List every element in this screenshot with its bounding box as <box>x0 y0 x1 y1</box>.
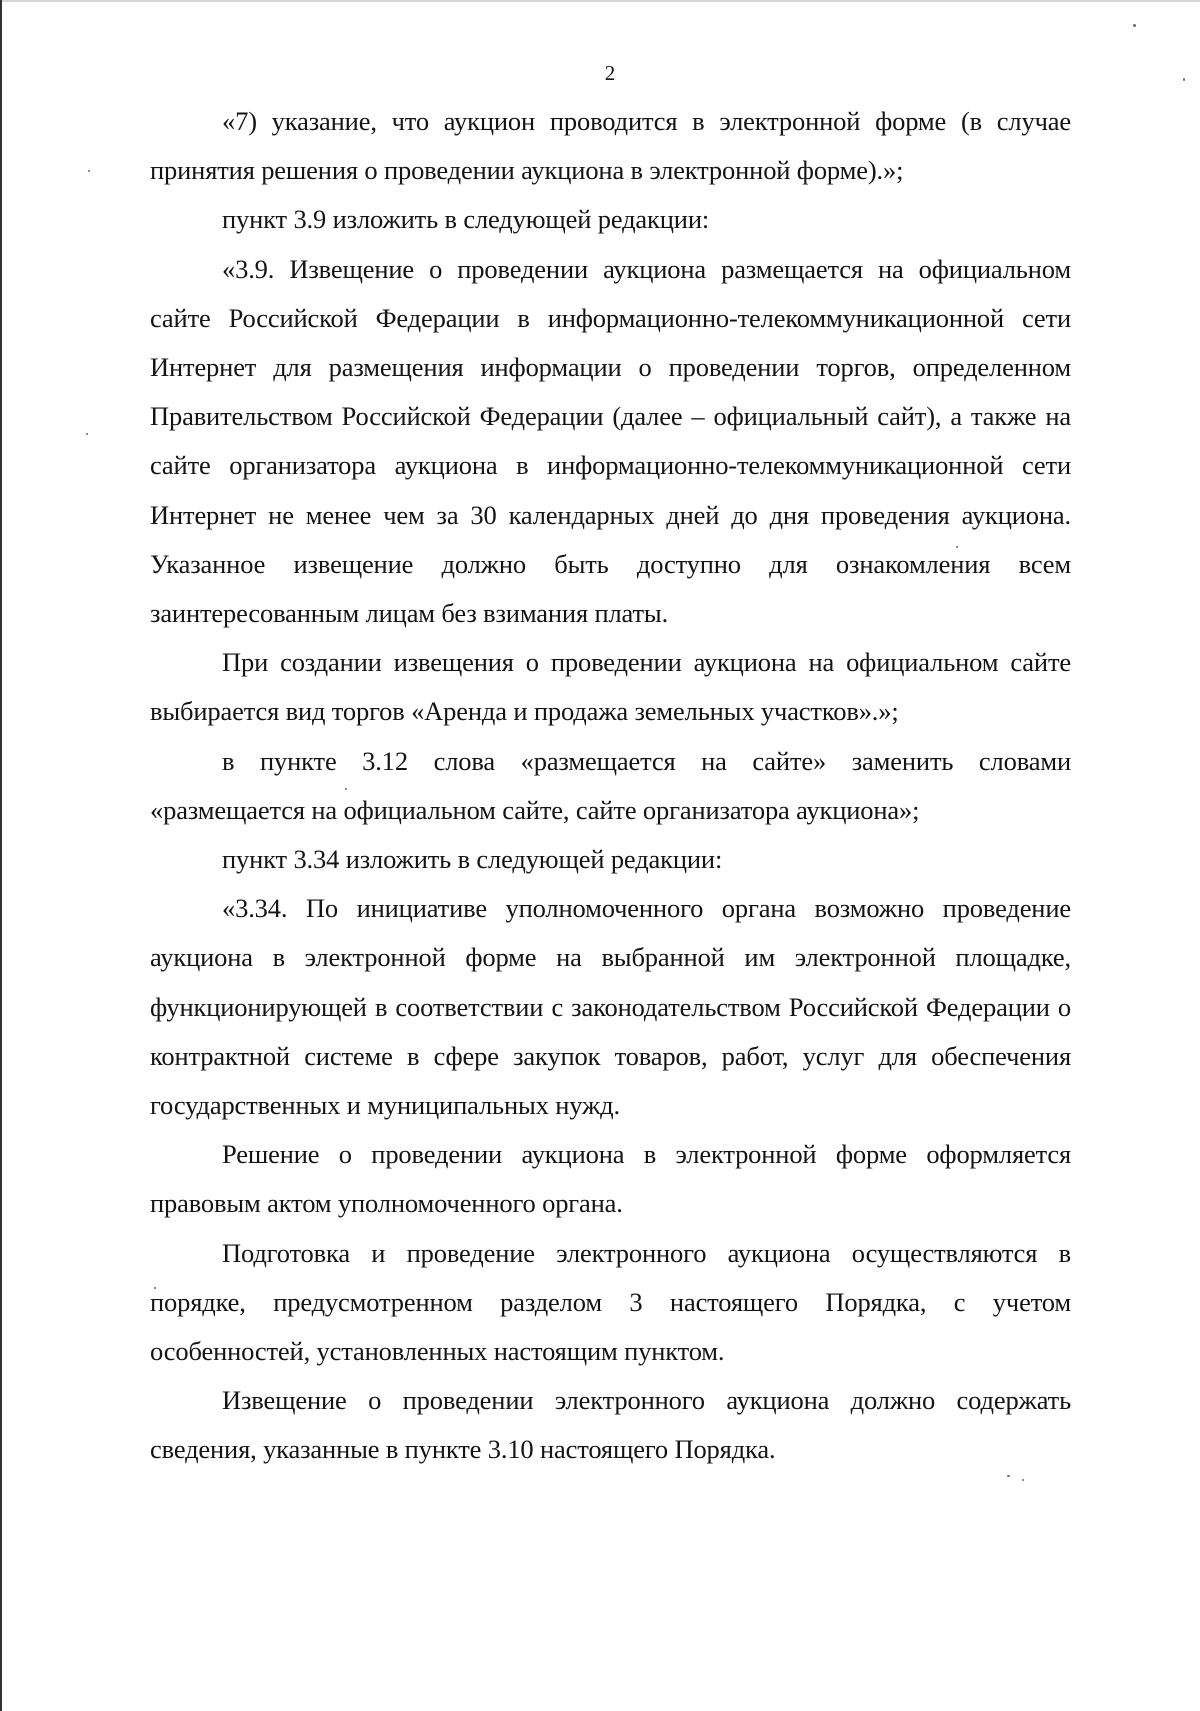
paragraph-procedure: Подготовка и проведение электронного аукциона осуществляются в порядке, предусмотренном разделом 3 настоящего Порядка, с учетом особенностей, установленных настоящим пунктом. <box>150 1237 1071 1367</box>
scan-speck <box>1022 1479 1024 1481</box>
page-number: 2 <box>604 61 616 85</box>
paragraph-clause-3-9: «3.9. Извещение о проведении аукциона размещается на официальном сайте Российской Федерации в информационно-телекоммуникационной сети Интернет для размещения информации о проведении торгов, определенном Правительством Российской Федерации (далее – официальный сайт), а также на сайте организатора аукциона в информационно-телекоммуникационной сети Интернет не менее чем за 30 календарных дней до дня проведения аукциона. Указанное извещение должно быть доступно для ознакомления всем заинтересованным лицам без взимания платы. <box>150 253 1071 629</box>
paragraph-notice-content: Извещение о проведении электронного аукциона должно содержать сведения, указанные в пункте 3.10 настоящего Порядка. <box>150 1385 1071 1465</box>
paragraph-decision: Решение о проведении аукциона в электронной форме оформляется правовым актом уполномоченного органа. <box>150 1139 1071 1219</box>
paragraph-clause-3-34: «3.34. По инициативе уполномоченного органа возможно проведение аукциона в электронной форме на выбранной им электронной площадке, функционирующей в соответствии с законодательством Российской Федерации о контрактной системе в сфере закупок товаров, работ, услуг для обеспечения государственных и муниципальных нужд. <box>150 893 1071 1121</box>
paragraph-amend-3-34-intro: пункт 3.34 изложить в следующей редакции: <box>222 844 723 875</box>
paragraph-amend-3-9-intro: пункт 3.9 изложить в следующей редакции: <box>222 204 710 235</box>
scan-speck <box>86 433 88 435</box>
paragraph-auction-type: При создании извещения о проведении аукциона на официальном сайте выбирается вид торгов «Аренда и продажа земельных участков».»; <box>150 647 1071 727</box>
scan-top-edge <box>0 0 1200 2</box>
scan-speck <box>1133 24 1136 27</box>
paragraph-item-7: «7) указание, что аукцион проводится в электронной форме (в случае принятия решения о проведении аукциона в электронной форме).»; <box>150 106 1071 186</box>
scan-left-edge <box>0 0 2 1711</box>
paragraph-amend-3-12: в пункте 3.12 слова «размещается на сайте» заменить словами «размещается на официальном сайте, сайте организатора аукциона»; <box>150 745 1071 825</box>
document-body <box>150 97 1071 1475</box>
scan-speck <box>1007 1475 1010 1477</box>
scan-speck <box>88 170 90 172</box>
